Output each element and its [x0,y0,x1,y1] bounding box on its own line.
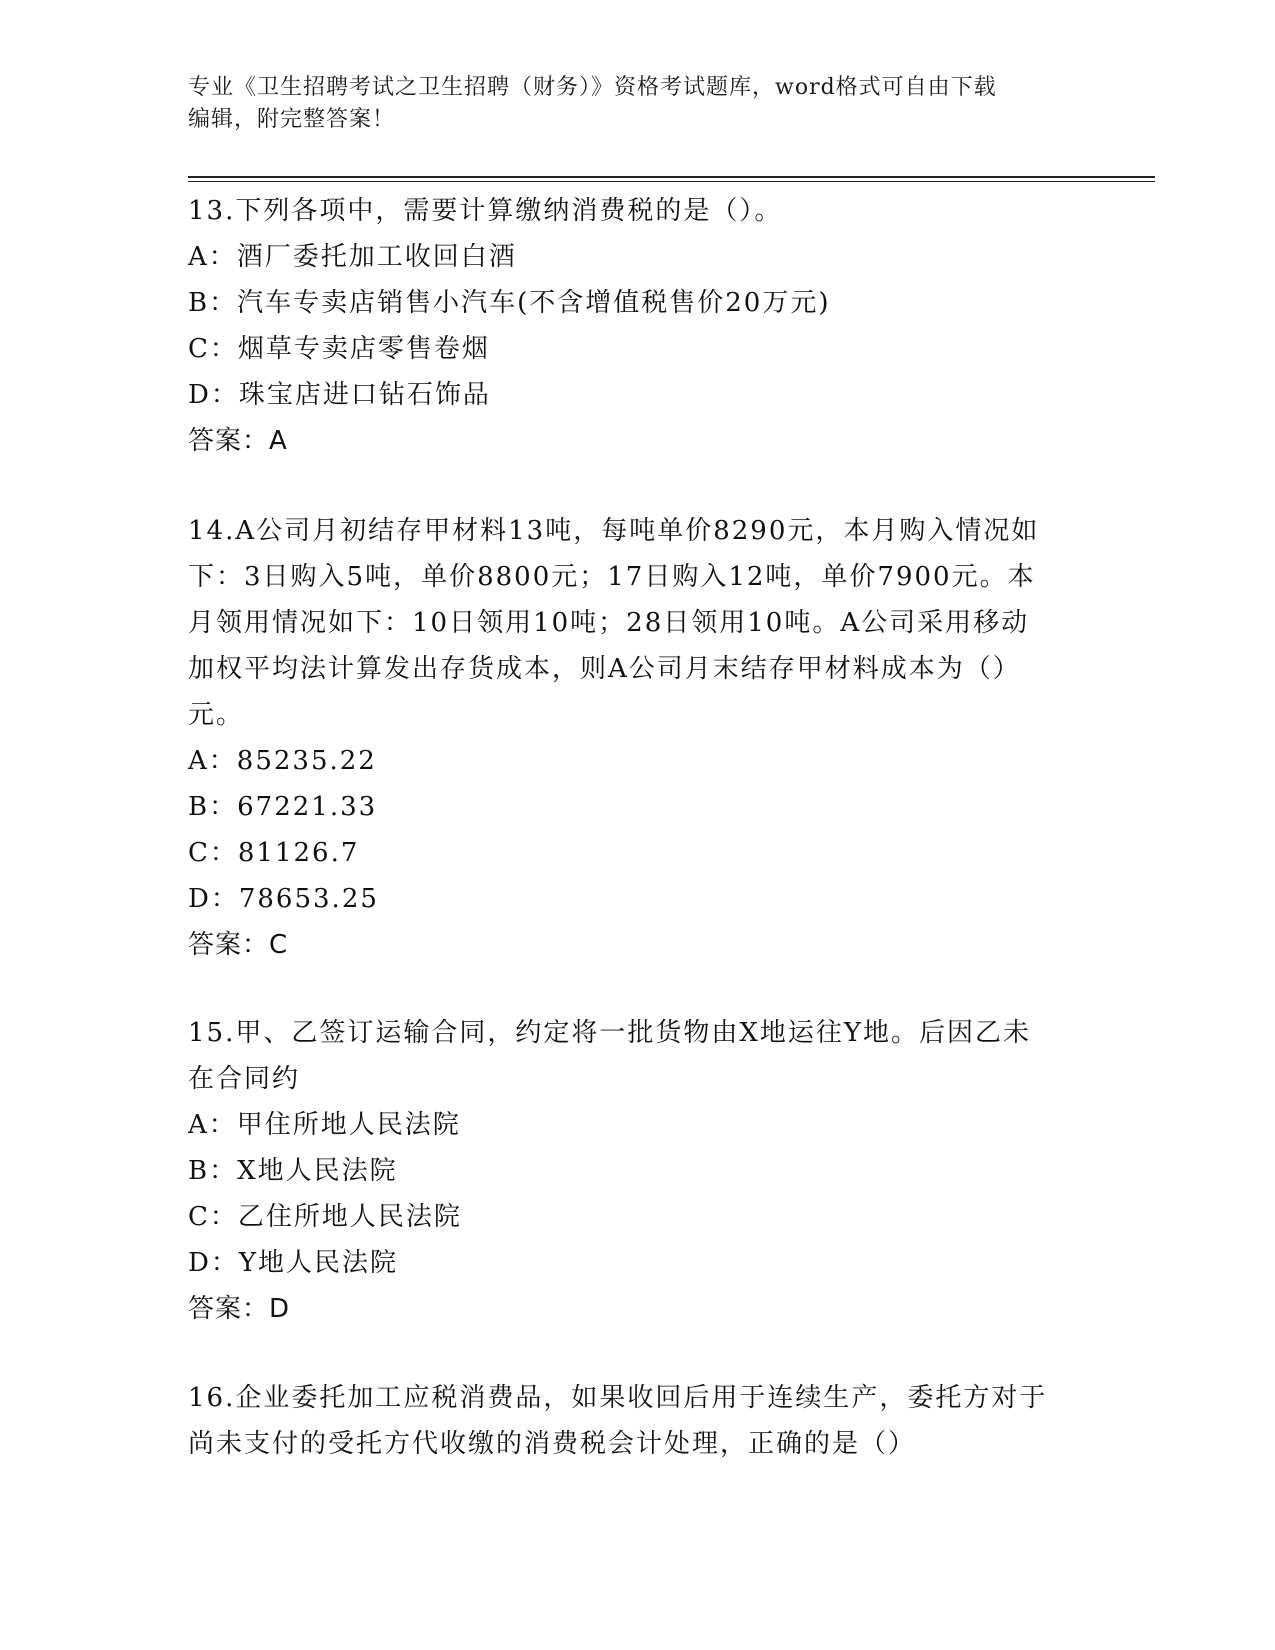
header-divider-thin [188,181,1155,182]
answer-label: 答案：C [188,930,289,960]
question-stem-line: 月领用情况如下：10日领用10吨；28日领用10吨。A公司采用移动 [188,608,1030,638]
question-13 [188,188,1088,464]
question-stem-line: 元。 [188,700,245,730]
option-a: A：85235.22 [188,746,377,776]
option-b: B：汽车专卖店销售小汽车(不含增值税售价20万元) [188,288,831,318]
option-a: A：甲住所地人民法院 [188,1110,461,1140]
question-stem-line: 在合同约 [188,1064,301,1094]
question-16 [188,1375,1088,1467]
question-stem-line: 16.企业委托加工应税消费品，如果收回后用于连续生产，委托方对于 [188,1383,1048,1413]
option-b: B：X地人民法院 [188,1156,398,1186]
option-a: A：酒厂委托加工收回白酒 [188,242,517,272]
option-c: C：烟草专卖店零售卷烟 [188,334,490,364]
option-d: D：Y地人民法院 [188,1248,399,1278]
option-d: D：78653.25 [188,884,379,914]
document-header [188,72,1068,136]
answer-label: 答案：D [188,1294,291,1324]
header-divider-thick [188,176,1155,178]
question-stem-line: 加权平均法计算发出存货成本，则A公司月末结存甲材料成本为（） [188,654,1021,684]
question-15 [188,1010,1088,1332]
header-line-1: 专业《卫生招聘考试之卫生招聘（财务）》资格考试题库，word格式可自由下载 [188,75,997,100]
header-line-2: 编辑，附完整答案！ [188,107,396,132]
question-stem-line: 15.甲、乙签订运输合同，约定将一批货物由X地运往Y地。后因乙未 [188,1018,1032,1048]
answer-label: 答案：A [188,426,288,456]
question-stem-line: 尚未支付的受托方代收缴的消费税会计处理，正确的是（） [188,1429,917,1459]
question-stem-line: 13.下列各项中，需要计算缴纳消费税的是（）。 [188,196,783,226]
option-b: B：67221.33 [188,792,378,822]
question-stem-line: 14.A公司月初结存甲材料13吨，每吨单价8290元，本月购入情况如 [188,516,1040,546]
question-14 [188,508,1088,968]
option-d: D：珠宝店进口钻石饰品 [188,380,491,410]
question-stem-line: 下：3日购入5吨，单价8800元；17日购入12吨，单价7900元。本 [188,562,1036,592]
option-c: C：81126.7 [188,838,360,868]
option-c: C：乙住所地人民法院 [188,1202,462,1232]
